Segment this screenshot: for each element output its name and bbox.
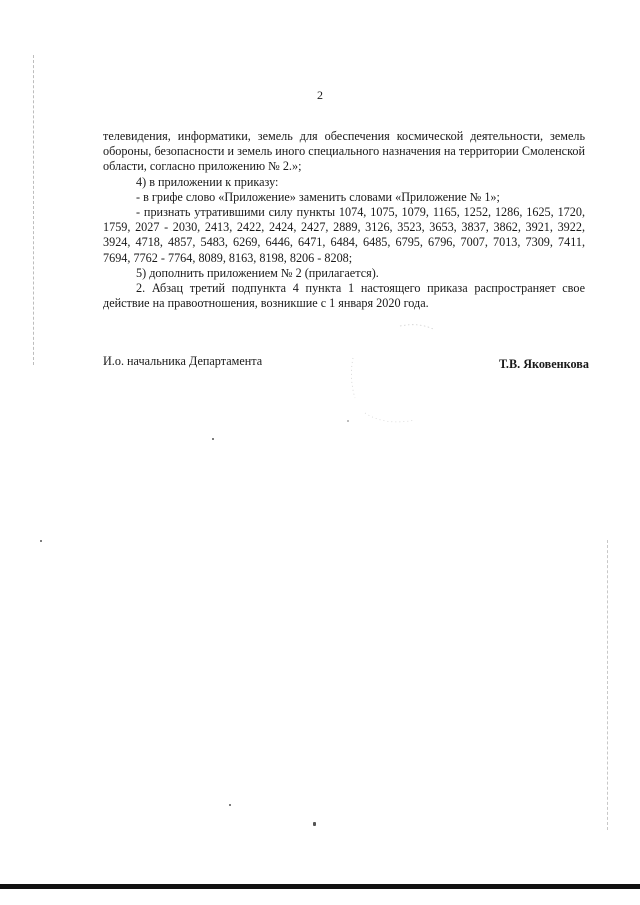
paragraph-continuation: телевидения, информатики, земель для обеспечения космической деятельности, земель обороны, безопасности и земель иного специального назначения на территории Смоленской области, согласно приложению № 2.»; [103, 129, 585, 174]
scan-speck [347, 420, 349, 422]
paragraph-item-5: 5) дополнить приложением № 2 (прилагается). [136, 265, 379, 280]
paragraph-item-4-repeal: - признать утратившими силу пункты 1074, 1075, 1079, 1165, 1252, 1286, 1625, 1720, 1759, 2027 - 2030, 2413, 2422, 2424, 2427, 2889, 3126, 3523, 3653, 3837, 3862, 3921, 3922, 3924, 4718, 4857, 5483, 6269, 6446, 6471, 6484, 6485, 6795, 6796, 7007, 7013, 7309, 7411, 7694, 7762 - 7764, 8089, 8163, 8198, 8206 - 8208; [103, 205, 585, 265]
document-body [103, 129, 585, 311]
scan-speck [229, 804, 231, 806]
signatory-position: И.о. начальника Департамента [103, 354, 263, 368]
scan-speck [40, 540, 42, 542]
paragraph-item-4-gryph: - в грифе слово «Приложение» заменить словами «Приложение № 1»; [136, 189, 500, 204]
signatory-name: Т.В. Яковенкова [499, 357, 589, 371]
scan-edge-mark [607, 540, 609, 830]
paragraph-clause-2: 2. Абзац третий подпункта 4 пункта 1 настоящего приказа распространяет свое действие на правоотношения, возникшие с 1 января 2020 года. [103, 281, 585, 311]
page-number: 2 [317, 88, 323, 102]
scan-bottom-edge [0, 884, 640, 889]
scan-speck [212, 438, 214, 440]
scan-speck [313, 822, 316, 826]
faint-stamp-mark [345, 318, 445, 428]
paragraph-item-4: 4) в приложении к приказу: [136, 174, 279, 189]
